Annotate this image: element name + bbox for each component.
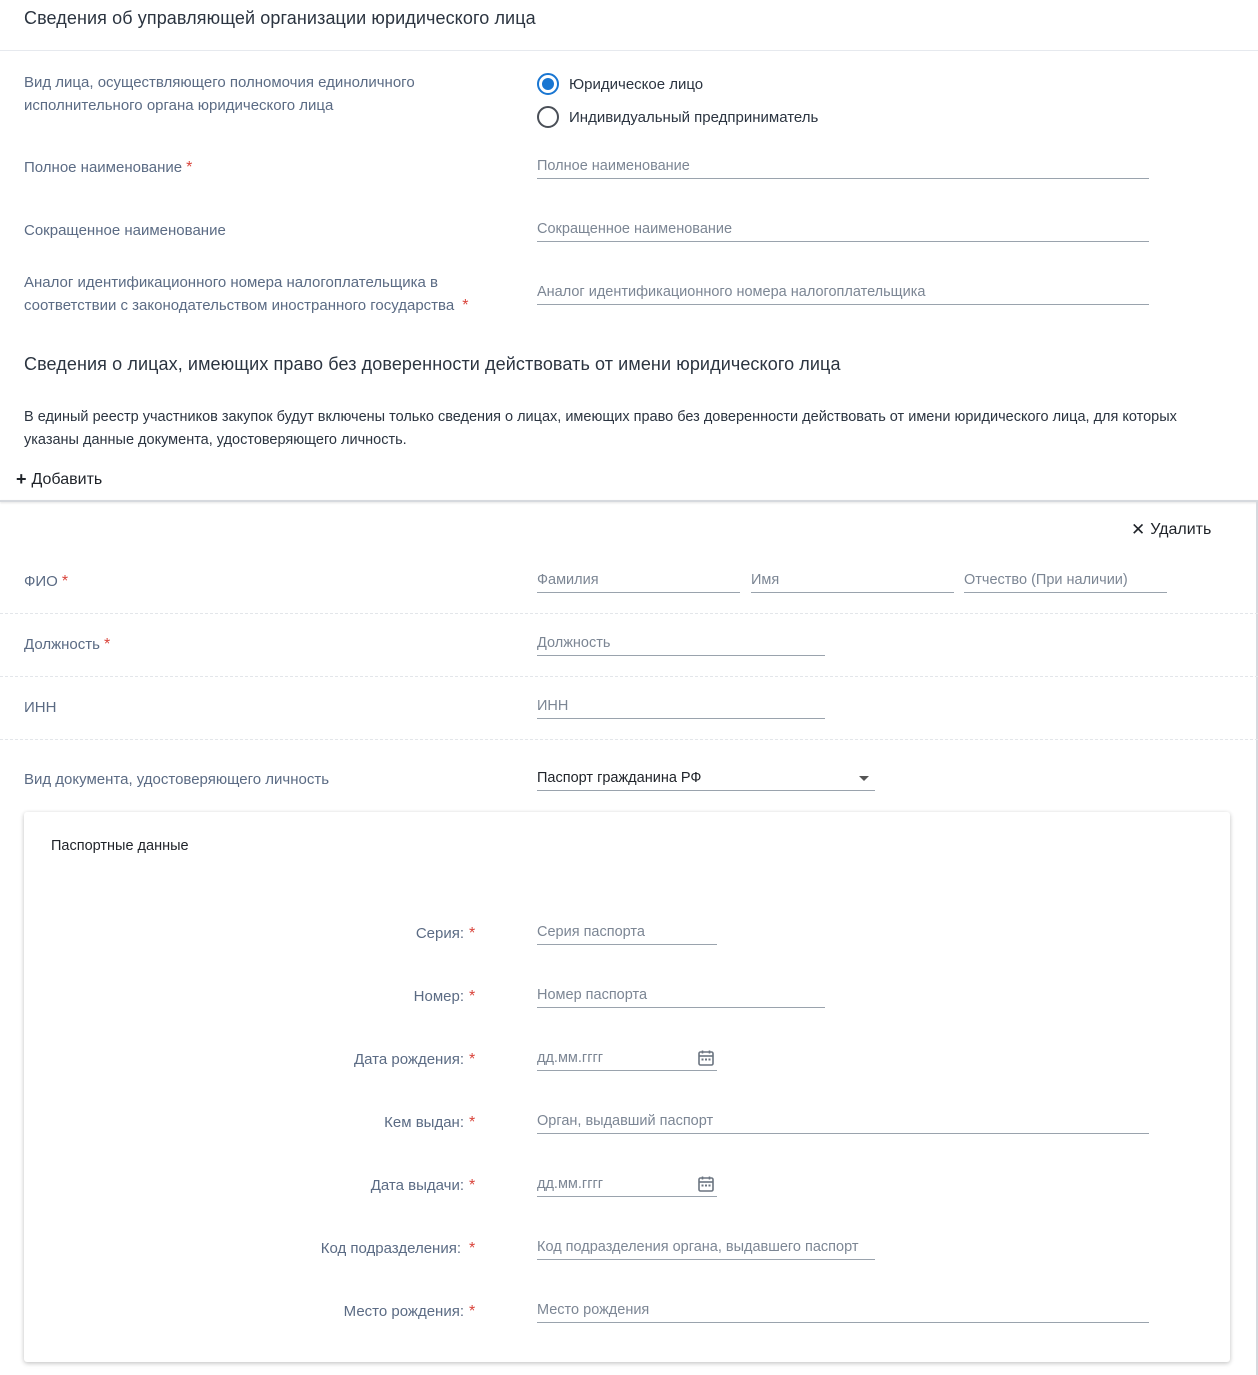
passport-card bbox=[24, 812, 1230, 1362]
division-code-input[interactable] bbox=[537, 1236, 875, 1258]
close-icon: ✕ bbox=[1131, 520, 1146, 539]
number-label: Номер: bbox=[413, 988, 464, 1005]
person-type-label-line1: Вид лица, осуществляющего полномочия единоличного bbox=[24, 74, 415, 91]
required-mark: * bbox=[469, 1114, 476, 1131]
radio-individual-entrepreneur-indicator[interactable] bbox=[537, 106, 559, 128]
birth-date-label: Дата рождения: bbox=[354, 1051, 464, 1068]
delete-person-label: Удалить bbox=[1150, 521, 1212, 538]
person-block-edge bbox=[0, 500, 1258, 502]
tin-analog-label-line2: соответствии с законодательством иностранного государства bbox=[24, 297, 455, 314]
short-name-field[interactable] bbox=[537, 218, 1149, 242]
surname-field[interactable] bbox=[537, 569, 740, 593]
issue-date-field[interactable] bbox=[537, 1173, 717, 1197]
required-mark: * bbox=[469, 1303, 476, 1320]
first-name-input[interactable] bbox=[751, 569, 954, 591]
required-mark: * bbox=[103, 636, 111, 653]
short-name-label: Сокращенное наименование bbox=[24, 222, 226, 239]
fio-label-text: ФИО bbox=[24, 573, 58, 590]
issue-date-input[interactable] bbox=[537, 1173, 687, 1195]
full-name-input[interactable] bbox=[537, 155, 1149, 177]
person-type-label-line2: исполнительного органа юридического лица bbox=[24, 97, 334, 114]
passport-card-title: Паспортные данные bbox=[51, 838, 189, 854]
doc-type-label: Вид документа, удостоверяющего личность bbox=[24, 771, 330, 788]
radio-individual-entrepreneur[interactable] bbox=[537, 106, 818, 128]
passport-series-field[interactable] bbox=[537, 921, 717, 945]
calendar-icon[interactable] bbox=[697, 1049, 715, 1067]
issued-by-label: Кем выдан: bbox=[384, 1114, 464, 1131]
delete-person-button[interactable] bbox=[1131, 520, 1211, 540]
required-mark: * bbox=[186, 159, 193, 176]
management-section-title: Сведения об управляющей организации юридического лица bbox=[24, 8, 536, 28]
divider bbox=[0, 739, 1258, 740]
first-name-field[interactable] bbox=[751, 569, 954, 593]
radio-legal-entity-label: Юридическое лицо bbox=[569, 75, 704, 93]
required-mark: * bbox=[469, 1240, 476, 1257]
required-mark: * bbox=[469, 1177, 476, 1194]
inn-label: ИНН bbox=[24, 699, 57, 716]
full-name-field[interactable] bbox=[537, 155, 1149, 179]
series-label: Серия: bbox=[415, 925, 464, 942]
passport-number-input[interactable] bbox=[537, 984, 825, 1006]
passport-series-input[interactable] bbox=[537, 921, 717, 943]
persons-note-line1: В единый реестр участников закупок будут включены только сведения о лицах, имеющих право без доверенности действовать от имени юридического лица, для которых bbox=[24, 409, 1177, 425]
persons-note-line2: указаны данные документа, удостоверяющего личность. bbox=[24, 432, 407, 448]
required-mark: * bbox=[469, 925, 476, 942]
persons-section-title: Сведения о лицах, имеющих право без доверенности действовать от имени юридического лица bbox=[24, 354, 841, 374]
surname-input[interactable] bbox=[537, 569, 740, 591]
position-field[interactable] bbox=[537, 632, 825, 656]
birth-place-label: Место рождения: bbox=[343, 1303, 464, 1320]
required-mark: * bbox=[469, 988, 476, 1005]
tin-analog-label-line1: Аналог идентификационного номера налогоплательщика в bbox=[24, 274, 438, 291]
radio-legal-entity-indicator[interactable] bbox=[537, 73, 559, 95]
position-input[interactable] bbox=[537, 632, 825, 654]
doc-type-value: Паспорт гражданина РФ bbox=[537, 770, 702, 786]
issue-date-label: Дата выдачи: bbox=[370, 1177, 464, 1194]
radio-individual-entrepreneur-label: Индивидуальный предприниматель bbox=[569, 108, 819, 126]
position-label bbox=[24, 633, 110, 656]
divider bbox=[0, 613, 1258, 614]
calendar-icon[interactable] bbox=[697, 1175, 715, 1193]
inn-field[interactable] bbox=[537, 695, 825, 719]
issued-by-input[interactable] bbox=[537, 1110, 1149, 1132]
doc-type-select[interactable] bbox=[537, 767, 875, 791]
short-name-input[interactable] bbox=[537, 218, 1149, 240]
divider bbox=[0, 676, 1258, 677]
birth-date-input[interactable] bbox=[537, 1047, 687, 1069]
passport-number-field[interactable] bbox=[537, 984, 825, 1008]
division-code-field[interactable] bbox=[537, 1236, 875, 1260]
issued-by-field[interactable] bbox=[537, 1110, 1149, 1134]
chevron-down-icon bbox=[859, 776, 869, 781]
birth-place-input[interactable] bbox=[537, 1299, 1149, 1321]
tin-analog-label bbox=[24, 271, 468, 317]
divider bbox=[0, 50, 1258, 51]
tin-analog-input[interactable] bbox=[537, 281, 1149, 303]
position-label-text: Должность bbox=[24, 636, 100, 653]
required-mark: * bbox=[61, 573, 69, 590]
birth-place-field[interactable] bbox=[537, 1299, 1149, 1323]
patronymic-input[interactable] bbox=[964, 569, 1167, 591]
fio-label bbox=[24, 570, 68, 593]
required-mark: * bbox=[469, 1051, 476, 1068]
tin-analog-field[interactable] bbox=[537, 281, 1149, 305]
required-mark: * bbox=[462, 297, 469, 314]
full-name-label-text: Полное наименование bbox=[24, 159, 183, 176]
division-code-label: Код подразделения: bbox=[320, 1240, 461, 1257]
person-type-label bbox=[24, 71, 415, 117]
full-name-label bbox=[24, 156, 192, 179]
inn-input[interactable] bbox=[537, 695, 825, 717]
radio-legal-entity[interactable] bbox=[537, 73, 703, 95]
plus-icon: + bbox=[16, 469, 27, 489]
add-person-button[interactable] bbox=[16, 469, 102, 490]
birth-date-field[interactable] bbox=[537, 1047, 717, 1071]
add-person-label: Добавить bbox=[31, 470, 103, 488]
persons-note bbox=[24, 406, 1244, 452]
patronymic-field[interactable] bbox=[964, 569, 1167, 593]
